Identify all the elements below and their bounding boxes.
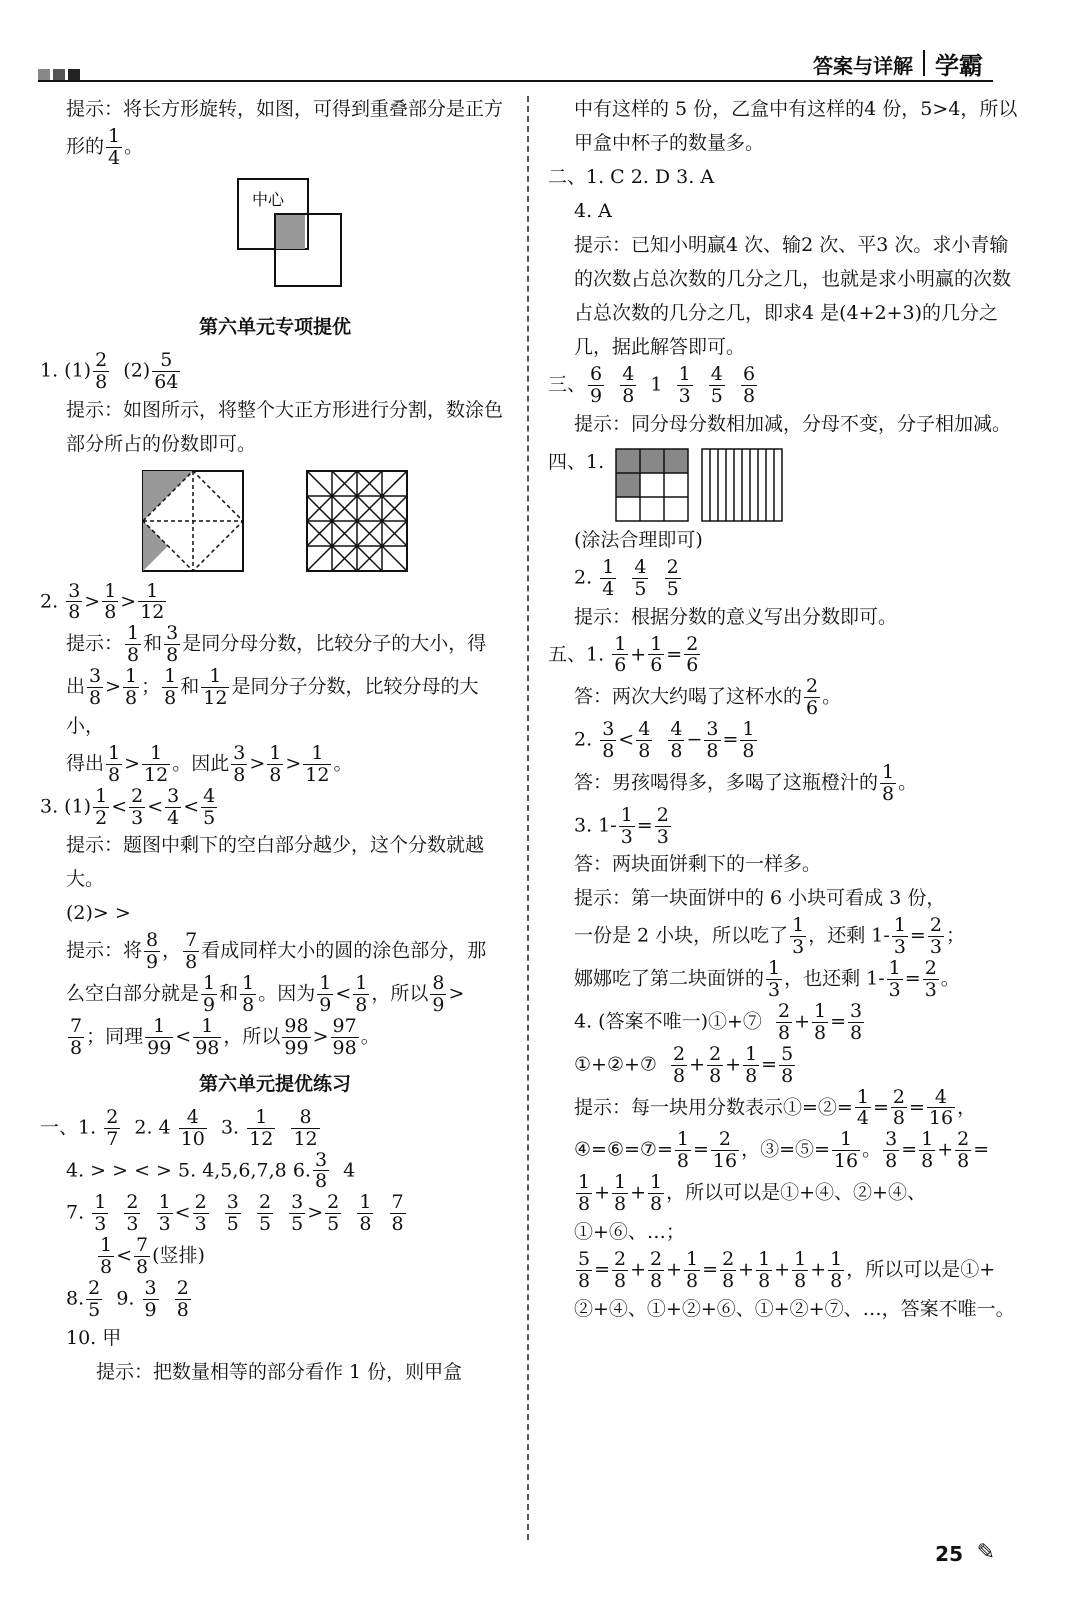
q3-hint2-line2: 么空白部分就是 $\frac{1}{9}$ 和 $\frac{1}{8}$ 。因为 $\frac{1}{9}$ < $\frac{1}{8}$ ，所以 $\frac{8}{9}$ > bbox=[66, 972, 465, 1017]
r-part5-4-b: ①+②+⑦ $\frac{2}{8}$ + $\frac{2}{8}$ + $\frac{1}{8}$ = $\frac{5}{8}$ bbox=[574, 1042, 794, 1087]
ex-10: 10. 甲 bbox=[66, 1326, 122, 1349]
r-part5-4-hint-e: ②+④、①+②+⑥、①+②+⑦、…，答案不唯一。 bbox=[574, 1297, 1015, 1320]
r-part5-4-hint-b: ④=⑥=⑦= $\frac{1}{8}$ = $\frac{2}{16}$ ，③=⑤= $\frac{1}{16}$ 。 $\frac{3}{8}$ = $\frac{1}{8}$ + $\frac{2}{8}$ = bbox=[574, 1128, 990, 1173]
header-rule bbox=[38, 80, 993, 82]
r-part5-4-hint-c: $\frac{1}{8}$ + $\frac{1}{8}$ + $\frac{1}{8}$ ，所以可以是①+④、②+④、①+⑥、…； bbox=[574, 1171, 926, 1243]
r-4a: 4. A bbox=[574, 200, 612, 222]
r-part4-hint: 提示：根据分数的意义写出分数即可。 bbox=[574, 605, 898, 628]
center-label: 中心 bbox=[252, 189, 285, 209]
r-part4-2: 2. $\frac{1}{4}$ $\frac{4}{5}$ $\frac{2}{5}$ bbox=[574, 555, 679, 600]
r-part5-4: 4. (答案不唯一)①+⑦ $\frac{2}{8}$ + $\frac{1}{8}$ = $\frac{3}{8}$ bbox=[574, 1000, 863, 1044]
header-squares bbox=[38, 64, 83, 86]
hint-rotate: 提示：将长方形旋转，如图，可得到重叠部分是正方形的 $\frac{1}{4}$ 。 bbox=[66, 98, 504, 169]
r-part5-1-ans: 答：两次大约喝了这杯水的 $\frac{2}{6}$ 。 bbox=[574, 675, 842, 720]
r-part5-1: 五、1. $\frac{1}{6}$ + $\frac{1}{6}$ = $\frac{2}{6}$ bbox=[548, 632, 699, 677]
r-part3-hint: 提示：同分母分数相加减，分母不变，分子相加减。 bbox=[574, 412, 1012, 435]
r-cont: 中有这样的 5 份，乙盒中有这样的4 份，5>4，所以甲盒中杯子的数量多。 bbox=[574, 98, 1018, 154]
q2-hint-line3: 得出 $\frac{1}{8}$ > $\frac{1}{12}$ 。因此 $\frac{3}{8}$ > $\frac{1}{8}$ > $\frac{1}{12}$ 。 bbox=[66, 741, 353, 786]
right-column bbox=[548, 92, 1018, 1326]
section-title-practice: 第六单元提优练习 bbox=[198, 1072, 351, 1095]
r-part5-2: 2. $\frac{3}{8}$ < $\frac{4}{8}$ $\frac{4}{8}$ − $\frac{3}{8}$ = $\frac{1}{8}$ bbox=[574, 718, 755, 763]
r-part5-3-ans: 答：两块面饼剩下的一样多。 bbox=[574, 853, 822, 876]
q3-hint2-line3: $\frac{7}{8}$ ；同理 $\frac{1}{99}$ < $\frac{1}{98}$ ，所以 $\frac{98}{99}$ > $\frac{97}{98}$ 。 bbox=[70, 1015, 380, 1059]
q1-hint: 提示：如图所示，将整个大正方形进行分割，数涂色部分所占的份数即可。 bbox=[66, 398, 504, 455]
q3-2: (2)> > bbox=[66, 902, 131, 925]
diamond-square-figure bbox=[141, 469, 245, 573]
q2-hint-line1: 提示： $\frac{1}{8}$ 和 $\frac{3}{8}$ 是同分母分数，比较分子的大小，得 bbox=[66, 622, 487, 667]
section-title-special: 第六单元专项提优 bbox=[198, 315, 351, 338]
q2-hint-line2: 出 $\frac{3}{8}$ > $\frac{1}{8}$ ； $\frac{1}{8}$ 和 $\frac{1}{12}$ 是同分子分数，比较分母的大小， bbox=[66, 665, 479, 737]
ex-10-hint: 提示：把数量相等的部分看作 1 份，则甲盒 bbox=[96, 1360, 463, 1383]
ex-8-9: 8. $\frac{2}{5}$ 9. $\frac{3}{9}$ $\frac{2}{8}$ bbox=[66, 1276, 189, 1321]
grid-x-figure bbox=[305, 469, 409, 573]
grid-3x3-figure bbox=[614, 447, 690, 523]
pencil-icon: ✎ bbox=[976, 1540, 995, 1565]
r-part5-2-ans: 答：男孩喝得多，多喝了这瓶橙汁的 $\frac{1}{8}$ 。 bbox=[574, 760, 918, 805]
ex-1: 一、1. $\frac{2}{7}$ 2. 4 $\frac{4}{10}$ 3. $\frac{1}{12}$ $\frac{8}{12}$ bbox=[40, 1105, 318, 1150]
r-part5-3-hint-a: 提示：第一块面饼中的 6 小块可看成 3 份， bbox=[574, 887, 946, 910]
r-part5-3: 3. 1- $\frac{1}{3}$ = $\frac{2}{3}$ bbox=[574, 803, 669, 848]
square-figures bbox=[40, 469, 510, 573]
r-part4-note: (涂法合理即可) bbox=[574, 528, 703, 551]
header-title: 答案与详解 bbox=[813, 54, 913, 78]
r-part2: 二、1. C 2. D 3. A bbox=[548, 166, 715, 188]
column-divider bbox=[527, 96, 529, 1540]
r-part3: 三、 $\frac{6}{9}$ $\frac{4}{8}$ 1 $\frac{1}{3}$ $\frac{4}{5}$ $\frac{6}{8}$ bbox=[548, 363, 756, 407]
r-part5-3-hint-b: 一份是 2 小块，所以吃了 $\frac{1}{3}$ ，还剩 1- $\frac{1}{3}$ = $\frac{2}{3}$ ； bbox=[574, 914, 965, 959]
ex-4: 4. > > < > 5. 4,5,6,7,8 6. $\frac{3}{8}$ 4 bbox=[66, 1148, 356, 1193]
ex-7-b: $\frac{1}{8}$ < $\frac{7}{8}$ (竖排) bbox=[100, 1234, 205, 1279]
left-column bbox=[40, 92, 510, 1389]
header-separator bbox=[923, 50, 925, 76]
r-part4-1: 四、1. bbox=[548, 447, 1018, 523]
ex-7: 7. $\frac{1}{3}$ $\frac{2}{3}$ $\frac{1}{3}$ < $\frac{2}{3}$ $\frac{3}{5}$ $\frac{2}{5}$ $\frac{3}{5}$ > $\frac{2}{5}$ $\frac{1}{8}$ $\frac{7}{8}$ bbox=[66, 1191, 404, 1236]
overlap-squares-figure bbox=[230, 177, 350, 297]
q1: 1. (1) $\frac{2}{8}$ (2) $\frac{5}{64}$ bbox=[40, 348, 179, 393]
r-part5-3-hint-c: 娜娜吃了第二块面饼的 $\frac{1}{3}$ ，也还剩 1- $\frac{1}{3}$ = $\frac{2}{3}$ 。 bbox=[574, 957, 960, 1002]
q3: 3. (1) $\frac{1}{2}$ < $\frac{2}{3}$ < $\frac{3}{4}$ < $\frac{4}{5}$ bbox=[40, 784, 216, 829]
r-part5-4-hint-d: $\frac{5}{8}$ = $\frac{2}{8}$ + $\frac{2}{8}$ + $\frac{1}{8}$ = $\frac{2}{8}$ + $\frac{1}{8}$ + $\frac{1}{8}$ + $\frac{1}{8}$ ，所以可以是①+ bbox=[578, 1247, 996, 1292]
overlap-figure bbox=[230, 177, 510, 302]
q2: 2. $\frac{3}{8}$ > $\frac{1}{8}$ > $\frac{1}{12}$ bbox=[40, 579, 165, 624]
r-4a-hint: 提示：已知小明赢4 次、输2 次、平3 次。求小青输的次数占总次数的几分之几，也就是求小明赢的次数占总次数的几分之几，即求4 是(4+2+3)的几分之几，据此解答即可。 bbox=[574, 234, 1012, 358]
q3-hint2-line1: 提示：将 $\frac{8}{9}$ ， $\frac{7}{8}$ 看成同样大小的圆的涂色部分，那 bbox=[66, 929, 487, 974]
q3-hint: 提示：题图中剩下的空白部分越少，这个分数就越大。 bbox=[66, 834, 485, 891]
r-part5-4-hint-a: 提示：每一块用分数表示①=②= $\frac{1}{4}$ = $\frac{2}{8}$ = $\frac{4}{16}$ ， bbox=[574, 1085, 977, 1130]
page-number: 25 bbox=[935, 1542, 963, 1566]
header-brand: 学霸 bbox=[935, 52, 983, 80]
vertical-strips-figure bbox=[700, 447, 784, 523]
